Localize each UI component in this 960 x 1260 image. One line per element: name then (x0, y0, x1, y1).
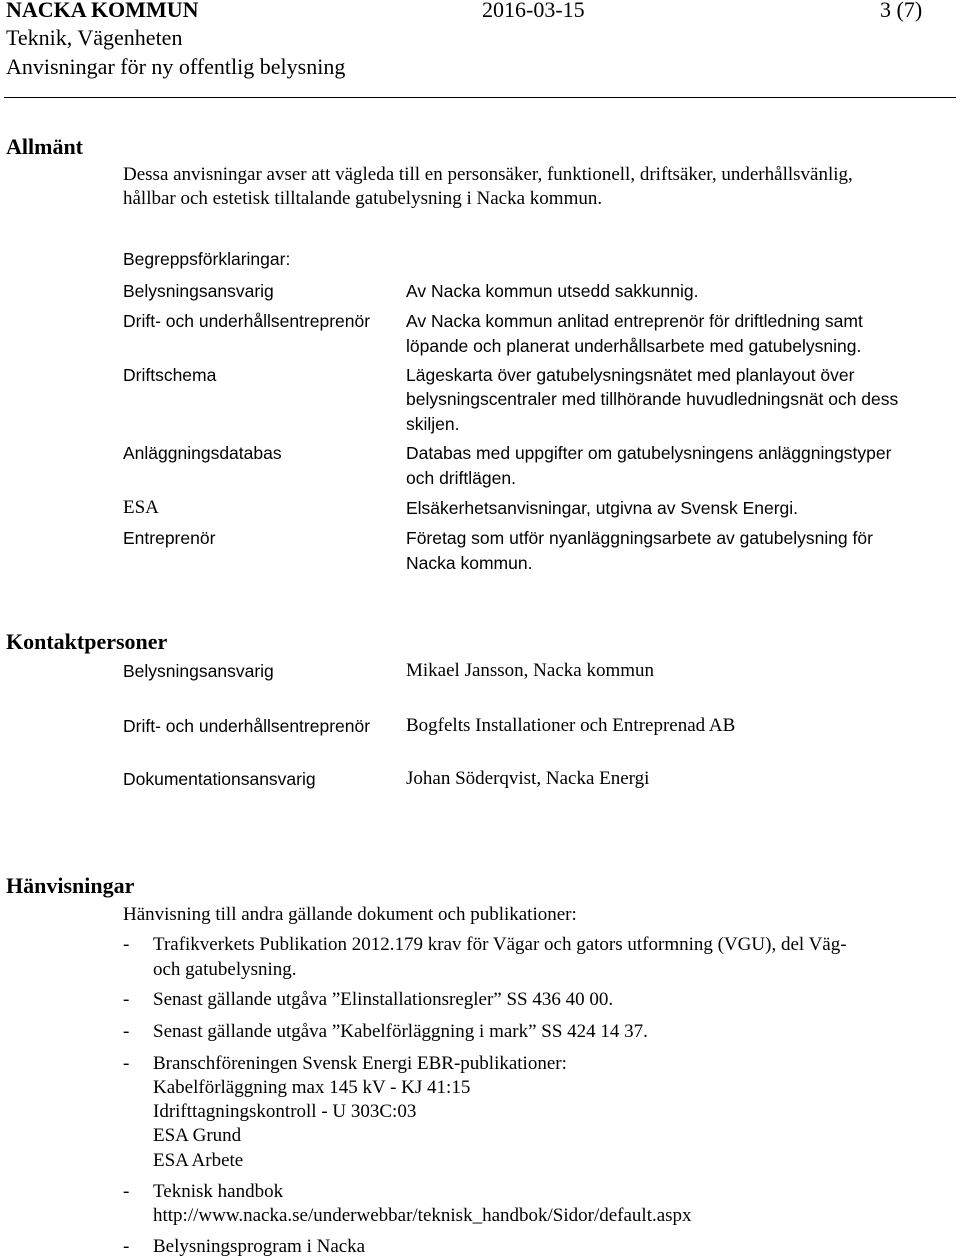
reference-line: ESA Arbete (153, 1150, 244, 1171)
list-bullet: - (123, 1236, 130, 1257)
definition-text: Databas med uppgifter om gatubelysningens anläggningstyper (406, 443, 892, 463)
definition-text: Nacka kommun. (406, 553, 533, 573)
definition-text: Av Nacka kommun utsedd sakkunnig. (406, 281, 699, 301)
section-heading-hanvisningar: Hänvisningar (6, 873, 135, 898)
reference-line: Branschföreningen Svensk Energi EBR-publikationer: (153, 1053, 567, 1074)
definitions-title: Begreppsförklaringar: (123, 249, 291, 269)
reference-line: Teknisk handbok (153, 1181, 284, 1202)
reference-line: ESA Grund (153, 1125, 242, 1146)
definition-text: belysningscentraler med tillhörande huvudledningsnät och dess (406, 389, 899, 409)
list-bullet: - (123, 1053, 130, 1074)
reference-line: Senast gällande utgåva ”Elinstallationsregler” SS 436 40 00. (153, 989, 614, 1010)
list-bullet: - (123, 934, 130, 955)
list-bullet: - (123, 1181, 130, 1202)
list-bullet: - (123, 989, 130, 1010)
section-heading-kontaktpersoner: Kontaktpersoner (6, 629, 168, 654)
contact-name: Johan Söderqvist, Nacka Energi (406, 768, 650, 789)
reference-line: Belysningsprogram i Nacka (153, 1236, 366, 1257)
reference-line: Idrifttagningskontroll - U 303C:03 (153, 1101, 417, 1122)
reference-line: och gatubelysning. (153, 959, 297, 980)
definition-term: Belysningsansvarig (123, 281, 274, 301)
definition-text: Av Nacka kommun anlitad entreprenör för driftledning samt (406, 311, 863, 331)
reference-link[interactable]: http://www.nacka.se/underwebbar/teknisk_handbok/Sidor/default.aspx (153, 1205, 692, 1226)
definition-term: Entreprenör (123, 528, 216, 548)
definition-text: Lägeskarta över gatubelysningsnätet med planlayout över (406, 365, 855, 385)
reference-line: Kabelförläggning max 145 kV - KJ 41:15 (153, 1077, 471, 1098)
definition-term: Anläggningsdatabas (123, 443, 282, 463)
definition-term: ESA (123, 497, 159, 518)
list-bullet: - (123, 1021, 130, 1042)
contact-name: Mikael Jansson, Nacka kommun (406, 660, 655, 681)
department: Teknik, Vägenheten (6, 25, 183, 50)
contact-role: Dokumentationsansvarig (123, 769, 316, 789)
contact-role: Belysningsansvarig (123, 661, 274, 681)
document-title: Anvisningar för ny offentlig belysning (6, 54, 346, 79)
reference-line: Trafikverkets Publikation 2012.179 krav för Vägar och gators utformning (VGU), del Väg- (153, 934, 847, 955)
document-date: 2016-03-15 (482, 0, 585, 22)
reference-line: Senast gällande utgåva ”Kabelförläggning i mark” SS 424 14 37. (153, 1021, 648, 1042)
definition-text: och driftlägen. (406, 468, 516, 488)
definition-term: Drift- och underhållsentreprenör (123, 311, 371, 331)
definition-text: Elsäkerhetsanvisningar, utgivna av Svensk Energi. (406, 498, 799, 518)
section-heading-allmant: Allmänt (6, 134, 83, 159)
page-number: 3 (7) (880, 0, 923, 22)
intro-line-1: Dessa anvisningar avser att vägleda till en personsäker, funktionell, driftsäker, underhållsvänlig, (123, 164, 853, 185)
definition-text: Företag som utför nyanläggningsarbete av gatubelysning för (406, 528, 873, 548)
org-name: NACKA KOMMUN (6, 0, 199, 22)
definition-text: löpande och planerat underhållsarbete med gatubelysning. (406, 336, 862, 356)
header-divider (4, 97, 956, 98)
intro-line-2: hållbar och estetisk tilltalande gatubelysning i Nacka kommun. (123, 188, 603, 209)
contact-name: Bogfelts Installationer och Entreprenad AB (406, 715, 736, 736)
definition-text: skiljen. (406, 414, 460, 434)
references-intro: Hänvisning till andra gällande dokument och publikationer: (123, 904, 577, 925)
contact-role: Drift- och underhållsentreprenör (123, 716, 371, 736)
definition-term: Driftschema (123, 365, 217, 385)
